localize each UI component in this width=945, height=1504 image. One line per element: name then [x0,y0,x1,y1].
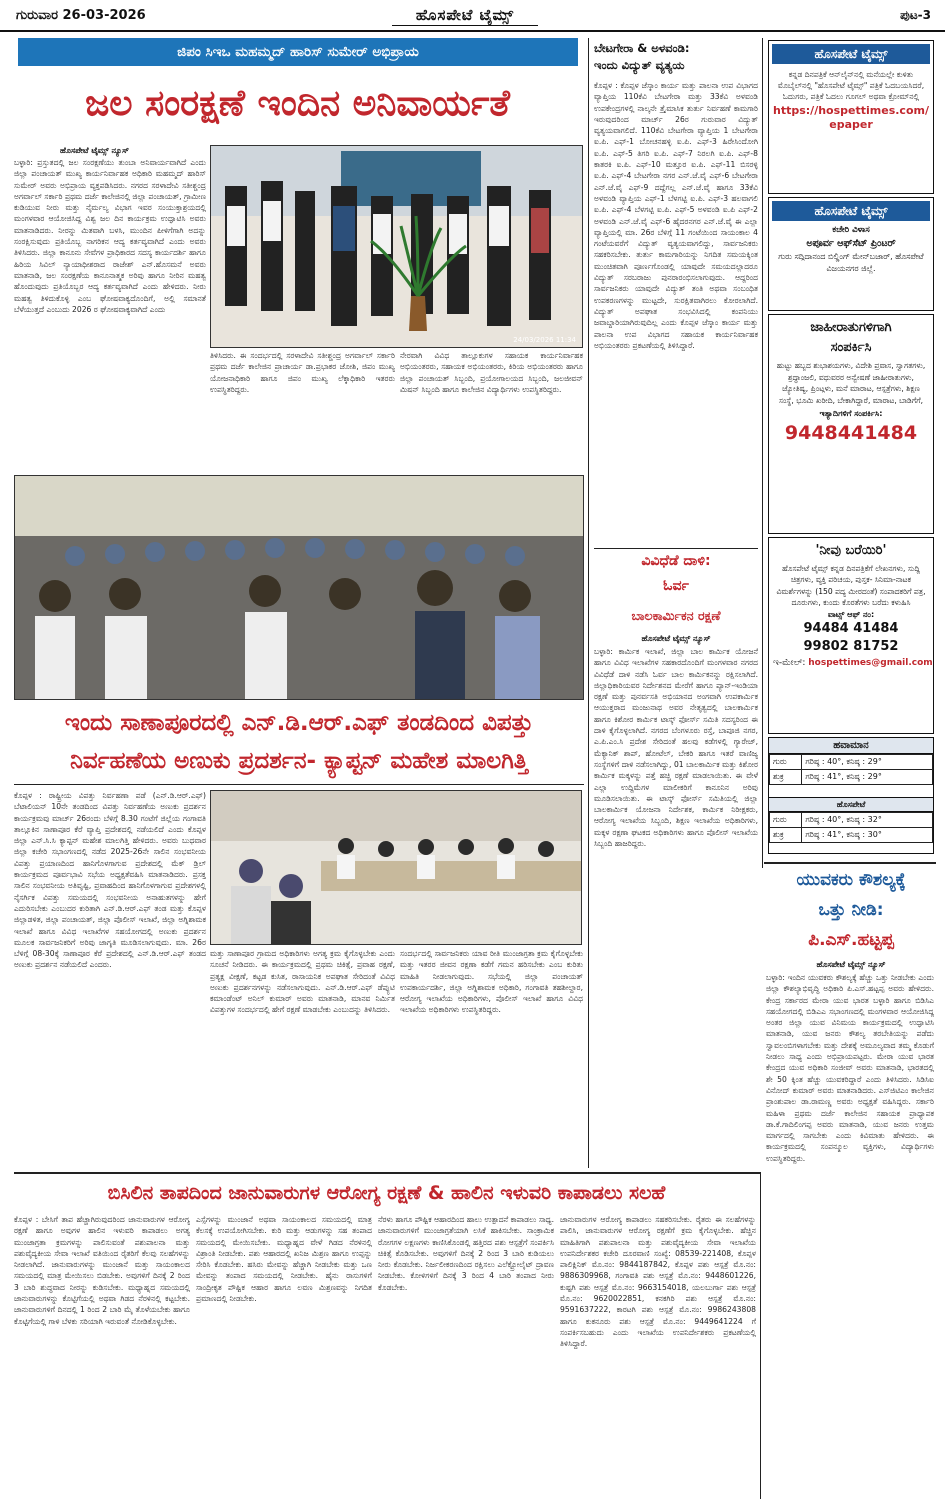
min-label: ಕನಿಷ್ಠ [846,757,860,766]
column-rule [760,1172,761,1499]
heat-col-4: ಜಾನುವಾರುಗಳ ಆರೋಗ್ಯ ಕಾಪಾಡಲು ಸಹಕರಿಸಬೇಕು. ರೈತರು ಈ ಸಲಹೆಗಳನ್ನು ಪಾಲಿಸಿ, ಜಾನುವಾರುಗಳ ಆರೋಗ್ಯ ರಕ್ಷಣೆಗೆ ಕ್ರಮ ಕೈಗೊಳ್ಳಬೇಕು. ಹೆಚ್ಚಿನ ಮಾಹಿತಿಗಾಗಿ ಪಶುಪಾಲನಾ ಮತ್ತು ಪಶುವೈದ್ಯಕೀಯ ಸೇವಾ ಇಲಾಖೆಯ ಉಪನಿರ್ದೇಶಕರ ಕಚೇರಿ ದೂರವಾಣಿ ಸಂಖ್ಯೆ: 08539-221408, ಕೊಪ್ಪಳ ಪಾಲಿಕ್ಲಿನಿಕ್ ಮೊ.ನಂ: 9844187842, ಕೊಪ್ಪಳ ಪಶು ಆಸ್ಪತ್ರೆ ಮೊ.ನಂ: 9886309968, ಗಂಗಾವತಿ ಪಶು ಆಸ್ಪತ್ರೆ ಮೊ.ನಂ: 9448601226, ಕುಷ್ಟಗಿ ಪಶು ಆಸ್ಪತ್ರೆ ಮೊ.ನಂ: 9663154018, ಯಲಬುರ್ಗಾ ಪಶು ಆಸ್ಪತ್ರೆ ಮೊ.ನಂ: 9620022851, ಕನಕಗಿರಿ ಪಶು ಆಸ್ಪತ್ರೆ ಮೊ.ನಂ: 9591637222, ಕಾರಟಗಿ ಪಶು ಆಸ್ಪತ್ರೆ ಮೊ.ನಂ: 9986243808 ಹಾಗೂ ಕುಕನೂರು ಪಶು ಆಸ್ಪತ್ರೆ ಮೊ.ನಂ: 9449641224 ಗೆ ಸಂಪರ್ಕಿಸಬಹುದು ಎಂದು ಇಲಾಖೆಯ ಉಪನಿರ್ದೇಶಕರು ಪ್ರಕಟಣೆಯಲ್ಲಿ ತಿಳಿಸಿದ್ದಾರೆ. [560,1215,756,1349]
ad-contact-tail: ಇತ್ಯಾದಿಗಳಿಗೆ ಸಂಪರ್ಕಿಸಿ: [819,409,883,418]
weather-subtitle: ಹೊಸಪೇಟೆ [769,797,933,812]
email-address[interactable]: hospettimes@gmail.com [808,658,933,669]
write-to-us-title: 'ನೀವು ಬರೆಯಿರಿ' [815,543,887,558]
audience-photo [14,475,584,700]
weather-day: ಶುಕ್ರ [770,828,802,843]
office-ad-title: ಹೊಸಪೇಟೆ ಟೈಮ್ಸ್ [772,201,930,221]
heat-col-3: ನೆರಳು ಹಾಗೂ ಪೌಷ್ಟಿಕ ಆಹಾರದಿಂದ ಹಾಲು ಉತ್ಪಾದನೆ ಕಾಪಾಡಲು ಸಾಧ್ಯ. ಜಾನುವಾರುಗಳಿಗೆ ಮುಂಜಾಗ್ರತೆಯಾಗಿ ಲಸಿಕೆ ಹಾಕಿಸಬೇಕು. ಸಾಂಕ್ರಾಮಿಕ ರೋಗಗಳ ಲಕ್ಷಣಗಳು ಕಾಣಿಸಿಕೊಂಡಲ್ಲಿ ಹತ್ತಿರದ ಪಶು ಆಸ್ಪತ್ರೆಗೆ ಸಂಪರ್ಕಿಸಿ ಚಿಕಿತ್ಸೆ ಕೊಡಿಸಬೇಕು. ಅವುಗಳಿಗೆ ದಿನಕ್ಕೆ 2 ರಿಂದ 3 ಬಾರಿ ಕುಡಿಯಲು ನೀರು ಕೊಡಬೇಕು. ನಿರ್ಜಲೀಕರಣದಿಂದ ರಕ್ಷಿಸಲು ಎಲೆಕ್ಟ್ರೋಲೈಟ್ ದ್ರಾವಣ ನೀಡಬೇಕು. ಕೋಳಿಗಳಿಗೆ ದಿನಕ್ಕೆ 3 ರಿಂದ 4 ಬಾರಿ ತಂಪಾದ ನೀರು ಕೊಡಬೇಕು. [378,1215,554,1292]
power-cut-heading [594,40,758,74]
weather-box [768,737,934,854]
divider [14,784,584,785]
youth-headline-2: ಒತ್ತು ನೀಡಿ: [818,900,884,920]
raid-body: ಬಳ್ಳಾರಿ: ಕಾರ್ಮಿಕ ಇಲಾಖೆ, ಜಿಲ್ಲಾ ಬಾಲ ಕಾರ್ಮಿಕ ಯೋಜನೆ ಹಾಗೂ ವಿವಿಧ ಇಲಾಖೆಗಳ ಸಹಕಾರದೊಂದಿಗೆ ಮಂಗಳವಾರ ನಗರದ ವಿವಿಧೆಡೆ ದಾಳಿ ನಡೆಸಿ ಓರ್ವ ಬಾಲ ಕಾರ್ಮಿಕನನ್ನು ರಕ್ಷಿಸಲಾಗಿದೆ. ಜಿಲ್ಲಾಧಿಕಾರಿಯವರ ನಿರ್ದೇಶನದ ಮೇರೆಗೆ ಹಾಗೂ ಪ್ಯಾನ್-ಇಂಡಿಯಾ ರಕ್ಷಣೆ ಮತ್ತು ಪುನರ್ವಸತಿ ಅಭಿಯಾನದ ಅಂಗವಾಗಿ ಉಪಕಾರ್ಮಿಕ ಆಯುಕ್ತರಾದ ಮಂಜುನಾಥ ಅವರ ನೇತೃತ್ವದಲ್ಲಿ ಬಾಲಕಾರ್ಮಿಕ ಹಾಗೂ ಕಿಶೋರ ಕಾರ್ಮಿಕ ಟಾಸ್ಕ್ ಫೋರ್ಸ್ ಸಮಿತಿ ಸದಸ್ಯರಿಂದ ಈ ದಾಳಿ ಕೈಗೊಳ್ಳಲಾಗಿದೆ. ನಗರದ ಬೆಂಗಳೂರು ರಸ್ತೆ, ಬಾಪೂಜಿ ನಗರ, ಎ.ಪಿ.ಎಂ.ಸಿ ಪ್ರದೇಶ ಸೇರಿದಂತೆ ಹಲವು ಕಡೆಗಳಲ್ಲಿ ಗ್ಯಾರೇಜ್, ಮೆಕ್ಯಾನಿಕ್ ಶಾಪ್, ಹೋಟೆಲ್, ಬೇಕರಿ ಹಾಗೂ ಇತರೆ ವಾಣಿಜ್ಯ ಸಂಸ್ಥೆಗಳಿಗೆ ದಾಳಿ ನಡೆಸಲಾಗಿದ್ದು, 01 ಬಾಲಕಾರ್ಮಿಕ ಮತ್ತು ಕಿಶೋರ ಕಾರ್ಮಿಕ ಮಕ್ಕಳನ್ನು ಪತ್ತೆ ಹಚ್ಚಿ ರಕ್ಷಣೆ ಮಾಡಲಾಯಿತು. ಈ ವೇಳೆ ಎಲ್ಲಾ ಉದ್ದಿಮೆಗಳ ಮಾಲೀಕರಿಗೆ ಕಾನೂನಿನ ಅರಿವು ಮೂಡಿಸಲಾಯಿತು. ಈ ಟಾಸ್ಕ್ ಫೋರ್ಸ್ ಸಮಿತಿಯಲ್ಲಿ ಜಿಲ್ಲಾ ಬಾಲಕಾರ್ಮಿಕ ಯೋಜನಾ ನಿರ್ದೇಶಕ, ಕಾರ್ಮಿಕ ನಿರೀಕ್ಷಕರು, ಆರೋಗ್ಯ ಇಲಾಖೆಯ ಸಿಬ್ಬಂದಿ, ಶಿಕ್ಷಣ ಇಲಾಖೆಯ ಅಧಿಕಾರಿಗಳು, ಮಕ್ಕಳ ರಕ್ಷಣಾ ಘಟಕದ ಅಧಿಕಾರಿಗಳು ಹಾಗೂ ಪೊಲೀಸ್ ಇಲಾಖೆಯ ಸಿಬ್ಬಂದಿ ಹಾಜರಿದ್ದರು. [594,647,758,849]
weather-row: ಗುರು ಗರಿಷ್ಠ : 40°, ಕನಿಷ್ಠ : 29° [770,755,933,770]
audience-photo-art [15,476,584,700]
min-temp: 32° [867,815,882,824]
epaper-url[interactable]: https://hospettimes.com/ [773,104,929,117]
lead-photo-art [211,146,583,348]
power-cut-title-1: ಬೇಟಗೇರಾ & ಅಳವಂಡಿ: [594,41,690,55]
min-temp: 29° [867,772,882,781]
epaper-url-suffix[interactable]: epaper [829,118,873,131]
issue-date: ಗುರುವಾರ 26-03-2026 [16,8,146,23]
office-address-box [768,197,934,311]
ad-contact-title-2: ಸಂಪರ್ಕಿಸಿ [830,340,872,355]
max-temp: 41° [827,772,842,781]
min-label: ಕನಿಷ್ಠ [846,772,860,781]
weather-row: ಗುರು ಗರಿಷ್ಠ : 40°, ಕನಿಷ್ಠ : 32° [770,813,933,828]
max-label: ಗರಿಷ್ಠ [805,830,820,839]
raid-title-2: ಓರ್ವ [663,578,689,594]
youth-byline: ಹೊಸಪೇಟೆ ಟೈಮ್ಸ್ ನ್ಯೂಸ್ [816,960,886,969]
lead-col-3: ನೇರವಾಗಿ ವಿವಿಧ ತಾಲ್ಲೂಕುಗಳ ಸಹಾಯಕ ಕಾರ್ಯನಿರ್ವಾಹಕ ಅಭಿಯಂತರರು, ಸಹಾಯಕ ಅಭಿಯಂತರರು, ಕಿರಿಯ ಅಭಿಯಂತರರು ಹಾಗೂ ಜಿಲ್ಲಾ ಪಂಚಾಯತ್ ಸಿಬ್ಬಂದಿ, ಪ್ರಯೋಗಾಲಯದ ಸಿಬ್ಬಂದಿ, ಜಲಜೀವನ್ ಮಿಷನ್ ಸಿಬ್ಬಂದಿ ಹಾಗೂ ಕಾಲೇಜಿನ ವಿದ್ಯಾರ್ಥಿಗಳು ಉಪಸ್ಥಿತರಿದ್ದರು. [400,351,583,394]
max-temp: 41° [827,830,842,839]
epaper-ad-body: ಕನ್ನಡ ದಿನಪತ್ರಿಕೆ ಆನ್‌ಲೈನ್‌ನಲ್ಲಿ ಮನೆಯಲ್ಲೇ ಕುಳಿತು ಮೊಬೈಲ್‌ನಲ್ಲಿ "ಹೊಸಪೇಟೆ ಟೈಮ್ಸ್" ಪತ್ರಿಕೆ ಓದಬಯಸಿದರೆ, ಓದುಗರು, ಪತ್ರಿಕೆ ಓದಲು ಗೂಗಲ್ ಅಥವಾ ಕ್ರೋಮ್‌ನಲ್ಲಿ [777,70,925,101]
weather-row: ಶುಕ್ರ ಗರಿಷ್ಠ : 41°, ಕನಿಷ್ಠ : 30° [770,828,933,843]
min-temp: 30° [867,830,882,839]
divider [14,1172,760,1174]
ad-contact-title-1: ಜಾಹೀರಾತುಗಳಿಗಾಗಿ [810,320,892,335]
epaper-ad [768,40,934,194]
ndrf-col-2: ಮತ್ತು ಸಾಣಾಪೂರ ಗ್ರಾಮದ ಅಧಿಕಾರಿಗಳು ಅಗತ್ಯ ಕ್ರಮ ಕೈಗೊಳ್ಳಬೇಕು ಎಂದು ಸೂಚನೆ ನೀಡಿದರು. ಈ ಕಾರ್ಯಕ್ರಮದಲ್ಲಿ ಪ್ರಥಮ ಚಿಕಿತ್ಸೆ, ಪ್ರವಾಹ ರಕ್ಷಣೆ, ಪ್ರತ್ಯಕ್ಷ ವೀಕ್ಷಣೆ, ಕಟ್ಟಡ ಕುಸಿತ, ರಾಸಾಯನಿಕ ಅಪಘಾತ ಸೇರಿದಂತೆ ವಿವಿಧ ಅಣುಕು ಪ್ರದರ್ಶನಗಳನ್ನು ನಡೆಸಲಾಗುವುದು. ಎನ್.ಡಿ.ಆರ್.ಎಫ್ ಡೆಪ್ಯುಟಿ ಕಮಾಂಡೆಂಟ್ ಅನಿಲ್ ಕುಮಾರ್ ಅವರು ಮಾತನಾಡಿ, ಮಾನವ ನಿರ್ಮಿತ ವಿಪತ್ತುಗಳ ಸಂದರ್ಭದಲ್ಲಿ ಹೇಗೆ ರಕ್ಷಣೆ ಮಾಡಬೇಕು ಎಂಬುದನ್ನು ತಿಳಿಸಿದರು. [210,949,395,1015]
lead-col-2: ತಿಳಿಸಿದರು. ಈ ಸಂದರ್ಭದಲ್ಲಿ ಸರಳಾದೇವಿ ಸತೀಶ್ಚಂದ್ರ ಅಗರ್ವಾಲ್ ಸರ್ಕಾರಿ ಪ್ರಥಮ ದರ್ಜೆ ಕಾಲೇಜಿನ ಪ್ರಾಚಾರ್ಯ ಡಾ.ಪ್ರಭಾಕರ ಜೋಶಿ, ಜಿಪಂ ಮುಖ್ಯ ಯೋಜನಾಧಿಕಾರಿ ಹಾಗೂ ಜಿಪಂ ಮುಖ್ಯ ಲೆಕ್ಕಾಧಿಕಾರಿ ಇತರರು ಉಪಸ್ಥಿತರಿದ್ದರು. [210,351,395,394]
page-number: ಪುಟ-3 [900,8,931,22]
weather-day: ಗುರು [770,813,802,828]
ndrf-photo-art [211,791,582,945]
page-header [0,0,945,32]
weather-table-2 [769,812,933,843]
heat-col-1: ಕೊಪ್ಪಳ : ಬೇಸಿಗೆ ತಾಪ ಹೆಚ್ಚಾಗಿರುವುದರಿಂದ ಜಾನುವಾರುಗಳ ಆರೋಗ್ಯ ರಕ್ಷಣೆ ಹಾಗೂ ಅವುಗಳ ಹಾಲಿನ ಇಳುವರಿ ಕಾಪಾಡಲು ಅಗತ್ಯ ಮುಂಜಾಗ್ರತಾ ಕ್ರಮಗಳನ್ನು ಪಾಲಿಸುವಂತೆ ಪಶುಪಾಲನಾ ಮತ್ತು ಪಶುವೈದ್ಯಕೀಯ ಸೇವಾ ಇಲಾಖೆ ವತಿಯಿಂದ ರೈತರಿಗೆ ಕೆಲವು ಸಲಹೆಗಳನ್ನು ನೀಡಲಾಗಿದೆ. ಜಾನುವಾರುಗಳನ್ನು ಮುಂಜಾನೆ ಮತ್ತು ಸಾಯಂಕಾಲದ ಸಮಯದಲ್ಲಿ ಮಾತ್ರ ಮೇಯಿಸಲು ಬಿಡಬೇಕು. ಅವುಗಳಿಗೆ ದಿನಕ್ಕೆ 2 ರಿಂದ 3 ಬಾರಿ ಶುದ್ಧವಾದ ನೀರನ್ನು ಕುಡಿಸಬೇಕು. ಮಧ್ಯಾಹ್ನದ ಸಮಯದಲ್ಲಿ ಜಾನುವಾರುಗಳನ್ನು ಕೊಟ್ಟಿಗೆಯಲ್ಲಿ ಅಥವಾ ಗಿಡದ ನೆರಳಿನಲ್ಲಿ ಕಟ್ಟಬೇಕು. ಜಾನುವಾರುಗಳಿಗೆ ದಿನದಲ್ಲಿ 1 ರಿಂದ 2 ಬಾರಿ ಮೈ ತೊಳೆಯಬೇಕು ಹಾಗೂ ಕೊಟ್ಟಿಗೆಯಲ್ಲಿ ಗಾಳಿ ಬೆಳಕು ಸರಿಯಾಗಿ ಇರುವಂತೆ ನೋಡಿಕೊಳ್ಳಬೇಕು. [14,1215,190,1326]
ad-contact-box [768,314,934,534]
heat-headline: ಬಿಸಿಲಿನ ತಾಪದಿಂದ ಜಾನುವಾರುಗಳ ಆರೋಗ್ಯ ರಕ್ಷಣೆ & ಹಾಲಿನ ಇಳುವರಿ ಕಾಪಾಡಲು ಸಲಹೆ [107,1182,666,1204]
ad-contact-phone[interactable]: 9448441484 [784,422,918,444]
whatsapp-number-1[interactable]: 94484 41484 [803,621,899,637]
write-to-us-body: ಹೊಸಪೇಟೆ ಟೈಮ್ಸ್ ಕನ್ನಡ ದಿನಪತ್ರಿಕೆಗೆ ಲೇಖನಗಳು, ಸುದ್ದಿ ಚಿತ್ರಗಳು, ವ್ಯಕ್ತಿ ಪರಿಚಯ, ಪುಸ್ತಕ- ಸಿನಿಮಾ-ನಾಟಕ ವಿಮರ್ಶೆಗಳನ್ನು (150 ಪದ್ಯ ಮೀರದಂತೆ) ಸಂಪಾದಕರಿಗೆ ಪತ್ರ, ದೂರುಗಳು, ಕುಂದು ಕೊರತೆಗಳು ಬರೆದು ಕಳುಹಿಸಿ [776,564,926,607]
divider [764,862,936,864]
youth-headline-3: ಪಿ.ಎಸ್.ಹಟ್ಟಪ್ಪ [808,930,894,950]
photo-timestamp: 24/03/2026 11:34 [513,336,576,344]
column-rule [762,38,763,868]
power-cut-body: ಕೊಪ್ಪಳ : ಕೊಪ್ಪಳ ಜೆಸ್ಕಾಂ ಕಾರ್ಯ ಮತ್ತು ಪಾಲನಾ ಉಪ ವಿಭಾಗದ ವ್ಯಾಪ್ತಿಯ 110ಕೆವಿ ಬೇಟಗೇರಾ ಮತ್ತು 33ಕೆವಿ ಅಳವಂಡಿ ಉಪಕೇಂದ್ರಗಳಲ್ಲಿ ನಾಲ್ಕನೇ ತ್ರೈಮಾಸಿಕ ತುರ್ತು ನಿರ್ವಹಣೆ ಕಾಮಗಾರಿ ಇರುವುದರಿಂದ ಮಾರ್ಚ್ 26ರ ಗುರುವಾರ ವಿದ್ಯುತ್ ವ್ಯತ್ಯಯವಾಗಲಿದೆ. 110ಕೆವಿ ಬೇಟಗೇರಾ ವ್ಯಾಪ್ತಿಯ 1 ಬೇಟಗೇರಾ ಐ.ಪಿ. ಎಫ್-1 ಬೋಚನಹಳ್ಳಿ ಐ.ಪಿ. ಎಫ್-3 ಹಿರೇಸಿಂದೋಗಿ ಐ.ಪಿ. ಎಫ್-5 ತಿಗರಿ ಐ.ಪಿ. ಎಫ್-7 ನಿರಲಗಿ ಐ.ಪಿ. ಎಫ್-8 ಕಾತರಕಿ ಐ.ಪಿ. ಎಫ್-10 ಮತ್ತೂರ ಐ.ಪಿ. ಎಫ್-11 ಬಿಸರಳ್ಳಿ ಐ.ಪಿ. ಎಫ್-4 ಬೇಟಗೇರಾ ನಗರ ಎನ್.ಜೆ.ವೈ ಎಫ್-6 ಬೇಟಗೇರಾ ಎನ್.ಜೆ.ವೈ ಎಫ್-9 ದದ್ದೆಗಲ್ಲ ಎನ್.ಜೆ.ವೈ ಹಾಗೂ 33ಕೆವಿ ಅಳವಂಡಿ ವ್ಯಾಪ್ತಿಯ ಎಫ್-1 ಬೆಳಗಟ್ಟಿ ಐ.ಪಿ. ಎಫ್-3 ಹಲವಾಗಲಿ ಐ.ಪಿ. ಎಫ್-4 ಬೆಳಗಟ್ಟಿ ಐ.ಪಿ. ಎಫ್-5 ಅಳವಂಡಿ ಐ.ಪಿ ಎಫ್-2 ಅಳವಂಡಿ ಎನ್.ಜೆ.ವೈ ಎಫ್-6 ಹೈದರನಗರ ಎನ್.ಜೆ.ವೈ ಈ ಎಲ್ಲಾ ವ್ಯಾಪ್ತಿಯಲ್ಲಿ ಮಾ. 26ರ ಬೆಳಿಗ್ಗೆ 11 ಗಂಟೆಯಿಂದ ಸಾಯಂಕಾಲ 4 ಗಂಟೆಯವರೆಗೆ ವಿದ್ಯುತ್ ವ್ಯತ್ಯಯವಾಗಲಿದ್ದು, ಸಾರ್ವಜನಿಕರು ಸಹಕರಿಸಬೇಕು. ತುರ್ತು ಕಾಮಗಾರಿಯನ್ನು ನಿಗದಿತ ಸಮಯಕ್ಕಿಂತ ಮುಂಚಿತವಾಗಿ ಪೂರ್ಣಗೊಂಡಲ್ಲಿ ಯಾವುದೇ ಸಮಯದಲ್ಲಾದರೂ ವಿದ್ಯುತ್ ಸರಬರಾಜು ಪುನರಾರಂಭಿಸಲಾಗುವುದು. ಆದ್ದರಿಂದ ಸಾರ್ವಜನಿಕರು ಯಾವುದೇ ವಿದ್ಯುತ್ ತಂತಿ ಅಥವಾ ಸಂಬಂಧಿತ ಉಪಕರಣಗಳನ್ನು ಮುಟ್ಟದೇ, ಸುರಕ್ಷಿತವಾಗಿರಲು ಕೋರಲಾಗಿದೆ. ವಿದ್ಯುತ್ ಅಪಘಾತ ಸಂಭವಿಸಿದಲ್ಲಿ ಕಂಪನಿಯು ಜವಾಬ್ದಾರಿಯಾಗಿರುವುದಿಲ್ಲ ಎಂದು ಕೊಪ್ಪಳ ಜೆಸ್ಕಾಂ ಕಾರ್ಯ ಮತ್ತು ಪಾಲನಾ ಉಪ ವಿಭಾಗದ ಸಹಾಯಕ ಕಾರ್ಯನಿರ್ವಾಹಕ ಅಭಿಯಂತರರು ಪ್ರಕಟಣೆಯಲ್ಲಿ ತಿಳಿಸಿದ್ದಾರೆ. [594,81,758,350]
lead-photo [210,145,583,348]
min-label: ಕನಿಷ್ಠ [846,830,860,839]
youth-headline-1: ಯುವಕರು ಕೌಶಲ್ಯಕ್ಕೆ [796,870,906,890]
email-label: ಇ-ಮೇಲ್: [773,658,806,669]
weather-day: ಶುಕ್ರ [770,770,802,785]
ndrf-col-3: ಸಂದರ್ಭದಲ್ಲಿ ಸಾರ್ವಜನಿಕರು ಯಾವ ರೀತಿ ಮುಂಜಾಗ್ರತಾ ಕ್ರಮ ಕೈಗೊಳ್ಳಬೇಕು ಮತ್ತು ಇತರರ ಜೀವನ ರಕ್ಷಣಾ ಕಡೆಗೆ ಗಮನ ಹರಿಸಬೇಕು ಎಂಬ ಕುರಿತು ಮಾಹಿತಿ ನೀಡಲಾಗುವುದು. ಸಭೆಯಲ್ಲಿ ಜಿಲ್ಲಾ ಪಂಚಾಯತ್ ಉಪಕಾರ್ಯದರ್ಶಿ, ಜಿಲ್ಲಾ ಅಗ್ನಿಶಾಮಕ ಅಧಿಕಾರಿ, ಗಂಗಾವತಿ ತಹಶೀಲ್ದಾರ, ಆರೋಗ್ಯ ಇಲಾಖೆಯ ಅಧಿಕಾರಿಗಳು, ಪೊಲೀಸ್ ಇಲಾಖೆ ಹಾಗೂ ವಿವಿಧ ಇಲಾಖೆಯ ಅಧಿಕಾರಿಗಳು ಉಪಸ್ಥಿತರಿದ್ದರು. [400,949,583,1015]
min-label: ಕನಿಷ್ಠ [846,815,860,824]
ndrf-meeting-photo [210,790,582,945]
max-temp: 40° [827,815,842,824]
raid-byline: ಹೊಸಪೇಟೆ ಟೈಮ್ಸ್ ನ್ಯೂಸ್ [641,634,711,643]
max-temp: 40° [827,757,842,766]
max-label: ಗರಿಷ್ಠ [805,757,820,766]
masthead: ಹೊಸಪೇಟೆ ಟೈಮ್ಸ್ [330,2,600,28]
power-cut-title-2: ಇಂದು ವಿದ್ಯುತ್ ವ್ಯತ್ಯಯ [594,58,685,72]
max-label: ಗರಿಷ್ಠ [805,772,820,781]
lead-byline: ಹೊಸಪೇಟೆ ಟೈಮ್ಸ್ ನ್ಯೂಸ್ [60,146,129,155]
ad-contact-body: ಹುಟ್ಟು ಹಬ್ಬದ ಶುಭಾಶಯಗಳು, ವಿದೇಶಿ ಪ್ರವಾಸ, ಸ್ವಾಗತಗಳು, ಶ್ರದ್ಧಾಂಜಲಿ, ವಧುವರರ ಅನ್ವೇಷಣೆ ಜಾಹೀರಾತುಗಳು, ಜ್ಯೋತಿಷ್ಯ, ಪ್ರಿಂಟ್ಗಳು, ಮನೆ ಮಾರಾಟ, ಆಸ್ಪತ್ರೆಗಳು, ಶಿಕ್ಷಣ ಸಂಸ್ಥೆ, ಭೂಮಿ ಖರೀದಿ, ಬೇಕಾಗಿದ್ದಾರೆ, ಮಾರಾಟ, ಬಾಡಿಗೆಗೆ, [776,361,926,405]
weather-table [769,754,933,785]
ndrf-headline-1: ಇಂದು ಸಾಣಾಪೂರದಲ್ಲಿ ಎನ್.ಡಿ.ಆರ್.ಎಫ್ ತಂಡದಿಂದ ವಿಪತ್ತು [64,710,534,736]
min-temp: 29° [867,757,882,766]
max-label: ಗರಿಷ್ಠ [805,815,820,824]
epaper-ad-title: ಹೊಸಪೇಟೆ ಟೈಮ್ಸ್ [772,44,930,64]
weather-row: ಶುಕ್ರ ಗರಿಷ್ಠ : 41°, ಕನಿಷ್ಠ : 29° [770,770,933,785]
ndrf-col-1: ಕೊಪ್ಪಳ : ರಾಷ್ಟ್ರೀಯ ವಿಪತ್ತು ನಿರ್ವಹಣಾ ಪಡೆ (ಎನ್.ಡಿ.ಆರ್.ಎಫ್) ಬೆಟಾಲಿಯನ್ 10ನೇ ತಂಡದಿಂದ ವಿಪತ್ತು ನಿರ್ವಹಣೆಯ ಅಣುಕು ಪ್ರದರ್ಶನ ಕಾರ್ಯಕ್ರಮವು ಮಾರ್ಚ್ 26ರಂದು ಬೆಳಿಗ್ಗೆ 8.30 ಗಂಟೆಗೆ ಜಿಲ್ಲೆಯ ಗಂಗಾವತಿ ತಾಲ್ಲೂಕಿನ ಸಾಣಾಪೂರ ಕೆರೆ ವ್ಯಾಪ್ತಿ ಪ್ರದೇಶದಲ್ಲಿ ನಡೆಯಲಿದೆ ಎಂದು ಕೊಪ್ಪಳ ಜಿಲ್ಲಾ ಎನ್.ಸಿ.ಸಿ ಕ್ಯಾಪ್ಟನ್ ಮಹೇಶ ಮಾಲಗಿತ್ತಿ ಹೇಳಿದರು. ಅವರು ಬುಧವಾರ ಜಿಲ್ಲಾ ಕಚೇರಿ ಸಭಾಂಗಣದಲ್ಲಿ ನಡೆದ 2025-26ನೇ ಸಾಲಿನ ಸಂಭವನೀಯ ವಿಪತ್ತು ಪ್ರಯಾಣದಿಂದ ಹಾನಿಗೊಳಗಾಗುವ ಪ್ರದೇಶದಲ್ಲಿ ಮೆಕ್ ಡ್ರಿಲ್ ಕಾರ್ಯಕ್ರಮದ ಪೂರ್ವಭಾವಿ ಸಭೆಯ ಅಧ್ಯಕ್ಷತೆವಹಿಸಿ ಮಾತನಾಡಿದರು. ಪ್ರಸಕ್ತ ಸಾಲಿನ ಸಂಭವನೀಯ ಅತಿವೃಷ್ಟಿ, ಪ್ರವಾಹದಿಂದ ಹಾನಿಗೊಳಗಾಗುವ ಪ್ರದೇಶಗಳಲ್ಲಿ ನೈಸರ್ಗಿಕ ವಿಪತ್ತು ಸಮಯದಲ್ಲಿ ಸಂಭವನೀಯ ಅನಾಹುತಗಳನ್ನು ಹೇಗೆ ಎದುರಿಸಬೇಕು ಎಂಬುದರ ಕುರಿತಾಗಿ ಎನ್.ಡಿ.ಆರ್.ಎಫ್ ತಂಡ ಮತ್ತು ಕೊಪ್ಪಳ ಜಿಲ್ಲಾಡಳಿತ, ಜಿಲ್ಲಾ ಪಂಚಾಯತ್, ಜಿಲ್ಲಾ ಪೊಲೀಸ್ ಇಲಾಖೆ, ಜಿಲ್ಲಾ ಅಗ್ನಿಶಾಮಕ ಇಲಾಖೆ ಹಾಗೂ ವಿವಿಧ ಇಲಾಖೆಗಳ ಸಹಯೋಗದಲ್ಲಿ ಅಣುಕು ಪ್ರದರ್ಶನ ಮೂಲಕ ಸಾರ್ವಜನಿಕರಿಗೆ ಅರಿವು ಜಾಗೃತಿ ಮೂಡಿಸಲಾಗುವುದು. ಮಾ. 26ರ ಬೆಳಿಗ್ಗೆ 08-30ಕ್ಕೆ ಸಾಣಾಪೂರ ಕೆರೆ ಪ್ರದೇಶದಲ್ಲಿ ಎನ್.ಡಿ.ಆರ್.ಎಫ್ ತಂಡದ ಅಣುಕು ಪ್ರದರ್ಶನ ನಡೆಯಲಿದೆ ಎಂದರು. [14,791,206,970]
lead-col-1: ಬಳ್ಳಾರಿ: ಪ್ರಸ್ತುತದಲ್ಲಿ ಜಲ ಸಂರಕ್ಷಣೆಯು ತುಂಬಾ ಅನಿವಾರ್ಯವಾಗಿದೆ ಎಂದು ಜಿಲ್ಲಾ ಪಂಚಾಯತ್ ಮುಖ್ಯ ಕಾರ್ಯನಿರ್ವಾಹಕ ಅಧಿಕಾರಿ ಮಹಮ್ಮದ್ ಹಾರಿಸ್ ಸುಮೇರ್ ಅವರು ಅಭಿಪ್ರಾಯ ವ್ಯಕ್ತಪಡಿಸಿದರು. ನಗರದ ಸರಳಾದೇವಿ ಸತೀಶ್ಚಂದ್ರ ಅಗರ್ವಾಲ್ ಸರ್ಕಾರಿ ಪ್ರಥಮ ದರ್ಜೆ ಕಾಲೇಜಿನಲ್ಲಿ ಜಿಲ್ಲಾ ಪಂಚಾಯತ್, ಗ್ರಾಮೀಣ ಕುಡಿಯುವ ನೀರು ಮತ್ತು ನೈರ್ಮಲ್ಯ ವಿಭಾಗ ಇವರ ಸಂಯುಕ್ತಾಶ್ರಯದಲ್ಲಿ ಮಂಗಳವಾರ ಆಯೋಜಿಸಿದ್ದ ವಿಶ್ವ ಜಲ ದಿನ ಕಾರ್ಯಕ್ರಮ ಉದ್ಘಾಟಿಸಿ ಅವರು ಮಾತನಾಡಿದರು. ನೀರನ್ನು ಮಿತವಾಗಿ ಬಳಸಿ, ಮುಂದಿನ ಪೀಳಿಗೆಗಾಗಿ ಅದನ್ನು ಸಂರಕ್ಷಿಸುವುದು ಪ್ರತಿಯೊಬ್ಬ ನಾಗರಿಕನ ಆದ್ಯ ಕರ್ತವ್ಯವಾಗಿದೆ ಎಂದು ಅವರು ತಿಳಿಸಿದರು. ಜಿಲ್ಲಾ ಕಾನೂನು ಸೇವೆಗಳ ಪ್ರಾಧಿಕಾರದ ಸದಸ್ಯ ಕಾರ್ಯದರ್ಶಿ ಹಾಗೂ ಹಿರಿಯ ಸಿವಿಲ್ ನ್ಯಾಯಾಧೀಶರಾದ ರಾಜೇಶ್ ಎನ್.ಹೊಸಮನೆ ಅವರು ಮಾತನಾಡಿ, ಜಲ ಸಂರಕ್ಷಣೆಯ ಕಾನೂನಾತ್ಮಕ ಅರಿವು ಹಾಗೂ ನೀರಿನ ಮಹತ್ವ ಹೊಂದುವುದು ಪ್ರತಿಯೊಬ್ಬರ ಆದ್ಯ ಕರ್ತವ್ಯವಾಗಿದೆ ಎಂದು ಹೇಳಿದರು. ನೀರು ಮಹತ್ವ ತಿಳಿದುಕೊಳ್ಳಿ ಎಂಬ ಘೋಷವಾಕ್ಯದೊಂದಿಗೆ, ಅಲ್ಲಿ ಸಮಾನತೆ ಬೆಳೆಯುತ್ತದೆ ಎಂಬುದು 2026 ರ ಘೋಷವಾಕ್ಯವಾಗಿದೆ ಎಂದು [14,158,206,314]
heat-col-2: ಎಸ್ಸೆಗಳನ್ನು ಮುಂಜಾನೆ ಅಥವಾ ಸಾಯಂಕಾಲದ ಸಮಯದಲ್ಲಿ ಮಾತ್ರ ಕೆಲಸಕ್ಕೆ ಉಪಯೋಗಿಸಬೇಕು. ಕುರಿ ಮತ್ತು ಆಡುಗಳನ್ನು ಸಹ ತಂಪಾದ ಸಮಯದಲ್ಲಿ ಮೇಯಿಸಬೇಕು. ಮಧ್ಯಾಹ್ನದ ವೇಳೆ ಗಿಡದ ನೆರಳಿನಲ್ಲಿ ವಿಶ್ರಾಂತಿ ನೀಡಬೇಕು. ಪಶು ಆಹಾರದಲ್ಲಿ ಖನಿಜ ಮಿಶ್ರಣ ಹಾಗೂ ಉಪ್ಪನ್ನು ಸೇರಿಸಿ ಕೊಡಬೇಕು. ಹಸಿರು ಮೇವನ್ನು ಹೆಚ್ಚಾಗಿ ನೀಡಬೇಕು ಮತ್ತು ಒಣ ಮೇವನ್ನು ತಂಪಾದ ಸಮಯದಲ್ಲಿ ನೀಡಬೇಕು. ಹೈನು ರಾಸುಗಳಿಗೆ ಸಾಂದ್ರೀಕೃತ ಪೌಷ್ಟಿಕ ಆಹಾರ ಹಾಗೂ ಲವಣ ಮಿಶ್ರಣವನ್ನು ನಿಗದಿತ ಪ್ರಮಾಣದಲ್ಲಿ ನೀಡಬೇಕು. [196,1215,372,1304]
lead-headline: ಜಲ ಸಂರಕ್ಷಣೆ ಇಂದಿನ ಅನಿವಾರ್ಯತೆ [85,83,510,124]
whatsapp-label: ವಾಟ್ಸ್ ಆಫ್ ನಂ: [827,610,875,620]
email-line [769,656,933,670]
weather-title: ಹವಾಮಾನ [769,738,933,754]
press-name: ಅಪೂರ್ವ ಆಫ್‌ಸೆಟ್ ಪ್ರಿಂಟರ್ [806,238,896,249]
office-label: ಕಚೇರಿ ವಿಳಾಸ [832,225,870,235]
raid-title-3: ಬಾಲಕಾರ್ಮಿಕನ ರಕ್ಷಣೆ [631,608,721,623]
lead-kicker: ಜಿಪಂ ಸಿಇಒ ಮಹಮ್ಮದ್ ಹಾರಿಸ್ ಸುಮೇರ್ ಅಭಿಪ್ರಾಯ [18,38,578,66]
youth-body: ಬಳ್ಳಾರಿ: ಇಂದಿನ ಯುವಕರು ಕೌಶಲ್ಯಕ್ಕೆ ಹೆಚ್ಚು ಒತ್ತು ನೀಡಬೇಕು ಎಂದು ಜಿಲ್ಲಾ ಕೌಶಲ್ಯಾಭಿವೃದ್ಧಿ ಅಧಿಕಾರಿ ಪಿ.ಎಸ್.ಹಟ್ಟಪ್ಪ ಅವರು ಹೇಳಿದರು. ಕೇಂದ್ರ ಸರ್ಕಾರದ ಮೇರಾ ಯುವ ಭಾರತ ಬಳ್ಳಾರಿ ಹಾಗೂ ಬಿಡಿಸಿಎ ಸಹಯೋಗದಲ್ಲಿ ಬಿಡಿಎಎ ಸಭಾಂಗಣದಲ್ಲಿ ಮಂಗಳವಾರ ಆಯೋಜಿಸಿದ್ದ ಅಂತರ ಜಿಲ್ಲಾ ಯುವ ವಿನಿಮಯ ಕಾರ್ಯಕ್ರಮದಲ್ಲಿ ಉದ್ಘಾಟಿಸಿ ಮಾತನಾಡಿ, ಯುವ ಜನರು ಕೌಶಲ್ಯ ತರಬೇತಿಯನ್ನು ಪಡೆದು ಸ್ವಾವಲಂಬಿಗಳಾಗಬೇಕು ಮತ್ತು ದೇಶಕ್ಕೆ ಅಮೂಲ್ಯವಾದ ತಮ್ಮ ಕೊಡುಗೆ ನೀಡಲು ಸಾಧ್ಯ ಎಂದು ಅಭಿಪ್ರಾಯಪಟ್ಟರು. ಮೇರಾ ಯುವ ಭಾರತ ಕೇಂದ್ರದ ಯುವ ಅಧಿಕಾರಿ ಸಂಜೀವ್ ಅವರು ಮಾತನಾಡಿ, ಭಾರತದಲ್ಲಿ ಶೇ 50 ಕ್ಕಿಂತ ಹೆಚ್ಚು ಯುವಕರಿದ್ದಾರೆ ಎಂದು ತಿಳಿಸಿದರು. ಸಿಡಿಸಿಐ ವಿನೋದ್ ಕುಮಾರ್ ಅವರು ಮಾತನಾಡಿದರು. ಎಸ್‌ಜಿಟಿಎಂ ಕಾಲೇಜಿನ ಪ್ರಾಂಶುಪಾಲ ಡಾ.ರಾಮಣ್ಣ ಅವರು ಅಧ್ಯಕ್ಷತೆ ವಹಿಸಿದ್ದರು. ಸರ್ಕಾರಿ ಮಹಿಳಾ ಪ್ರಥಮ ದರ್ಜೆ ಕಾಲೇಜಿನ ಸಹಾಯಕ ಪ್ರಾಧ್ಯಾಪಕ ಡಾ.ಕೆ.ಗಾದಿಲಿಂಗಪ್ಪ ಅವರು ಮಾತನಾಡಿ, ಯುವ ಜನರು ಉತ್ತಮ ಮಾರ್ಗದಲ್ಲಿ ಸಾಗಬೇಕು ಎಂದು ಕಿವಿಮಾತು ಹೇಳಿದರು. ಈ ಕಾರ್ಯಕ್ರಮದಲ್ಲಿ ಸಂಪನ್ಮೂಲ ವ್ಯಕ್ತಿಗಳು, ವಿದ್ಯಾರ್ಥಿಗಳು ಉಪಸ್ಥಿತರಿದ್ದರು. [766,973,934,1163]
weather-day: ಗುರು [770,755,802,770]
office-address: ಗುರು ಸದ್ಗಿದಾನಂದ ಬಿಲ್ಡಿಂಗ್ ಮೇನ್‌ಬಜಾರ್, ಹೊಸಪೇಟೆ [778,252,924,261]
raid-title-1: ವಿವಿಧೆಡೆ ದಾಳಿ: [641,553,711,569]
whatsapp-number-2[interactable]: 99802 81752 [803,639,899,655]
write-to-us-box [768,537,934,734]
office-district: ವಿಜಯನಗರ ಜಿಲ್ಲೆ. [826,264,876,273]
ndrf-headline-2: ನಿರ್ವಹಣೆಯ ಅಣುಕು ಪ್ರದರ್ಶನ- ಕ್ಯಾಪ್ಟನ್ ಮಹೇಶ ಮಾಲಗಿತ್ತಿ [70,748,528,774]
divider [594,548,758,549]
column-rule [588,38,589,1168]
